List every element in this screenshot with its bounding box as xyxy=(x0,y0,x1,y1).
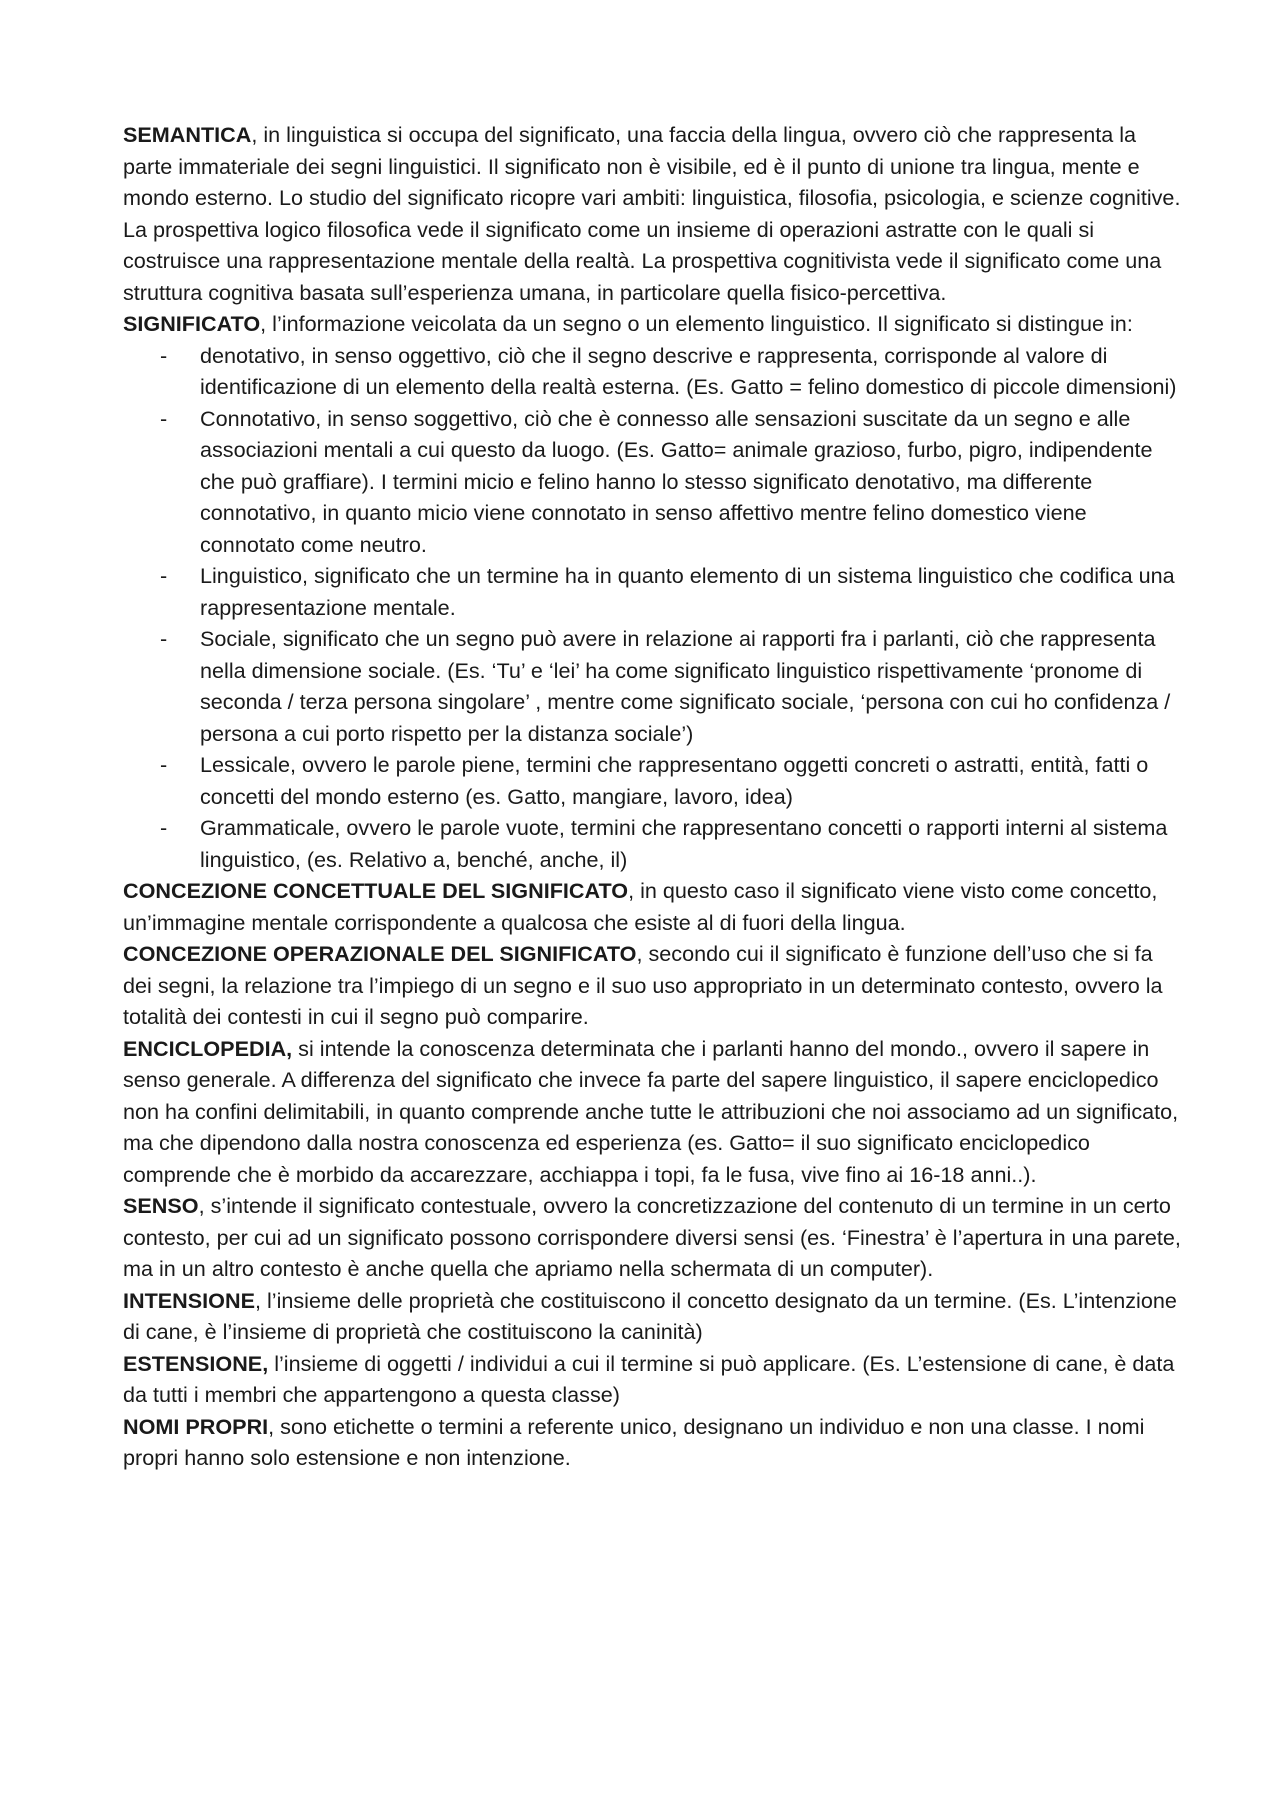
list-item-text: Linguistico, significato che un termine ha in quanto elemento di un sistema linguistico che codifica una rappresentazione mentale. xyxy=(200,563,1175,620)
meaning-types-list xyxy=(123,340,1185,876)
dash-bullet: - xyxy=(160,563,168,588)
paragraph-concezione-operazionale xyxy=(123,938,1185,1033)
list-item xyxy=(123,812,1185,875)
list-item-text: Sociale, significato che un segno può avere in relazione ai rapporti fra i parlanti, ciò che rappresenta nella dimensione sociale. (Es. ‘Tu’ e ‘lei’ ha come significato linguistico rispettivamente ‘pronome di seconda / terza persona singolare’ , mentre come significato sociale, ‘persona con cui ho confidenza / persona a cui porto rispetto per la distanza sociale’) xyxy=(200,626,1171,746)
list-item-text: Lessicale, ovvero le parole piene, termini che rappresentano oggetti concreti o astratti, entità, fatti o concetti del mondo esterno (es. Gatto, mangiare, lavoro, idea) xyxy=(200,752,1149,809)
list-item-text: Grammaticale, ovvero le parole vuote, termini che rappresentano concetti o rapporti interni al sistema linguistico, (es. Relativo a, benché, anche, il) xyxy=(200,815,1168,872)
term-heading: SENSO xyxy=(123,1193,199,1218)
document-page xyxy=(123,119,1185,1474)
dash-bullet: - xyxy=(160,405,168,431)
list-item xyxy=(123,749,1185,812)
term-heading: CONCEZIONE OPERAZIONALE DEL SIGNIFICATO xyxy=(123,941,637,966)
dash-bullet: - xyxy=(160,752,168,777)
paragraph-text: , in questo caso il significato viene visto come concetto, un’immagine mentale corrispondente a qualcosa che esiste al di fuori della lingua. xyxy=(123,878,1158,935)
paragraph-text: si intende la conoscenza determinata che i parlanti hanno del mondo., ovvero il sapere in senso generale. A differenza del significato che invece fa parte del sapere linguistico, il sapere enciclopedico non ha confini delimitabili, in quanto comprende anche tutte le attribuzioni che noi associamo ad un significato, ma che dipendono dalla nostra conoscenza ed esperienza (es. Gatto= il suo significato enciclopedico comprende che è morbido da accarezzare, acchiappa i topi, fa le fusa, vive fino ai 16-18 anni..). xyxy=(123,1035,1179,1187)
paragraph-semantica xyxy=(123,119,1185,308)
term-heading: INTENSIONE xyxy=(123,1287,255,1313)
list-item-text: Connotativo, in senso soggettivo, ciò che è connesso alle sensazioni suscitate da un segno e alle associazioni mentali a cui questo da luogo. (Es. Gatto= animale grazioso, furbo, pigro, indipendente che può graffiare). I termini micio e felino hanno lo stesso significato denotativo, ma differente connotativo, in quanto micio viene connotato in senso affettivo mentre felino domestico viene connotato come neutro. xyxy=(200,405,1153,557)
paragraph-text: , l’informazione veicolata da un segno o un elemento linguistico. Il significato si distingue in: xyxy=(260,311,1133,336)
paragraph-text: , l’insieme delle proprietà che costituiscono il concetto designato da un termine. (Es. L’intenzione di cane, è l’insieme di proprietà che costituiscono la caninità) xyxy=(123,1287,1177,1344)
term-heading: ESTENSIONE, xyxy=(123,1350,269,1376)
list-item xyxy=(123,623,1185,749)
paragraph-significato xyxy=(123,308,1185,340)
term-heading: CONCEZIONE CONCETTUALE DEL SIGNIFICATO xyxy=(123,878,629,903)
paragraph-enciclopedia xyxy=(123,1033,1185,1191)
list-item-text: denotativo, in senso oggettivo, ciò che il segno descrive e rappresenta, corrisponde al valore di identificazione di un elemento della realtà esterna. (Es. Gatto = felino domestico di piccole dimensioni) xyxy=(200,342,1177,399)
paragraph-concezione-concettuale xyxy=(123,875,1185,938)
paragraph-senso xyxy=(123,1190,1185,1285)
term-heading: SEMANTICA xyxy=(123,122,252,147)
list-item xyxy=(123,403,1185,561)
term-heading: SIGNIFICATO xyxy=(123,311,261,336)
term-heading: ENCICLOPEDIA, xyxy=(123,1035,293,1061)
paragraph-text: , in linguistica si occupa del significato, una faccia della lingua, ovvero ciò che rappresenta la parte immateriale dei segni linguistici. Il significato non è visibile, ed è il punto di unione tra lingua, mente e mondo esterno. Lo studio del significato ricopre vari ambiti: linguistica, filosofia, psicologia, e scienze cognitive. La prospettiva logico filosofica vede il significato come un insieme di operazioni astratte con le quali si costruisce una rappresentazione mentale della realtà. La prospettiva cognitivista vede il significato come una struttura cognitiva basata sull’esperienza umana, in particolare quella fisico-percettiva. xyxy=(123,122,1181,305)
dash-bullet: - xyxy=(160,626,168,651)
paragraph-text: , sono etichette o termini a referente unico, designano un individuo e non una classe. I nomi propri hanno solo estensione e non intenzione. xyxy=(123,1413,1145,1470)
paragraph-intensione xyxy=(123,1285,1185,1348)
paragraph-estensione xyxy=(123,1348,1185,1411)
term-heading: NOMI PROPRI xyxy=(123,1413,269,1439)
dash-bullet: - xyxy=(160,342,168,368)
list-item xyxy=(123,340,1185,403)
dash-bullet: - xyxy=(160,815,168,840)
paragraph-text: , s’intende il significato contestuale, ovvero la concretizzazione del contenuto di un termine in un certo contesto, per cui ad un significato possono corrispondere diversi sensi (es. ‘Finestra’ è l’apertura in una parete, ma in un altro contesto è anche quella che apriamo nella schermata di un computer). xyxy=(123,1193,1181,1281)
paragraph-text: , secondo cui il significato è funzione dell’uso che si fa dei segni, la relazione tra l’impiego di un segno e il suo uso appropriato in un determinato contesto, ovvero la totalità dei contesti in cui il segno può comparire. xyxy=(123,941,1163,1029)
paragraph-nomi-propri xyxy=(123,1411,1185,1474)
paragraph-text: l’insieme di oggetti / individui a cui il termine si può applicare. (Es. L’estensione di cane, è data da tutti i membri che appartengono a questa classe) xyxy=(123,1350,1175,1407)
list-item xyxy=(123,560,1185,623)
